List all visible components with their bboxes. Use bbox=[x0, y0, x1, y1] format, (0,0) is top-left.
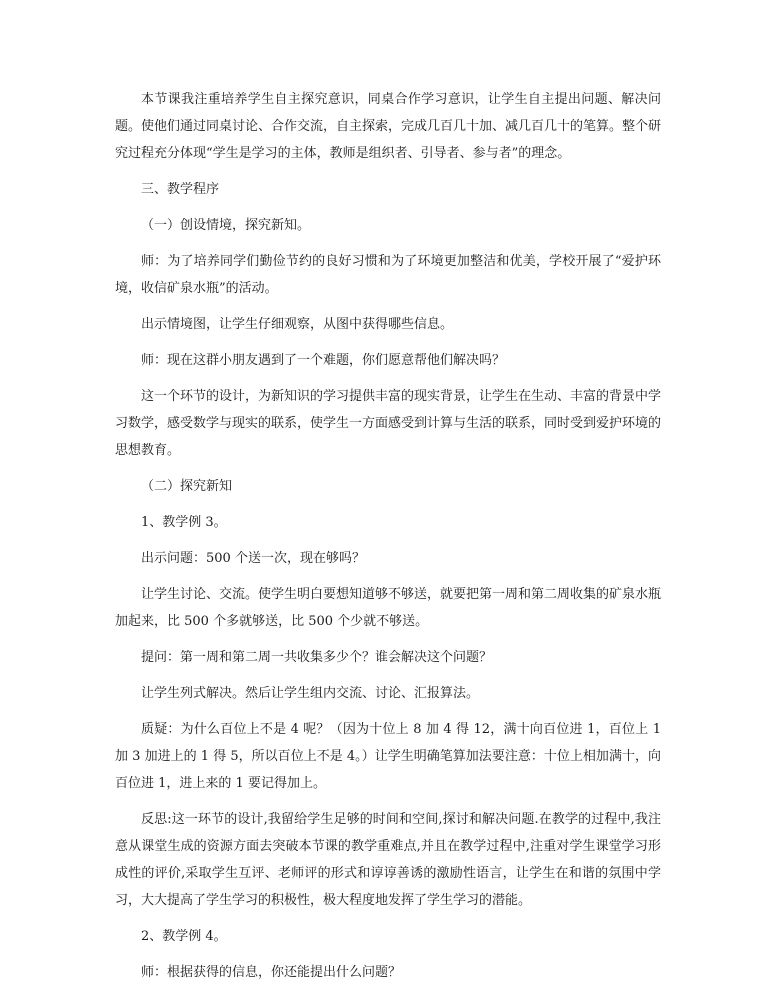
paragraph-teacher-intro: 师：为了培养同学们勤俭节约的良好习惯和为了环境更加整洁和优美，学校开展了“爱护环境，收信矿泉水瓶”的活动。 bbox=[115, 254, 661, 296]
paragraph-solve: 让学生列式解决。然后让学生组内交流、讨论、汇报算法。 bbox=[141, 686, 480, 701]
paragraph-intro: 本节课我注重培养学生自主探究意识，同桌合作学习意识，让学生自主提出问题、解决问题。使他们通过同桌讨论、合作交流，自主探索，完成几百几十加、减几百几十的笔算。整个研究过程充分体现“学生是学习的主体，教师是组织者、引导者、参与者”的理念。 bbox=[115, 92, 662, 161]
paragraph-show-problem: 出示问题：500 个送一次，现在够吗？ bbox=[141, 551, 365, 566]
item-heading-example-3: 1、教学例 3。 bbox=[141, 515, 227, 530]
paragraph-teacher-question: 师：现在这群小朋友遇到了一个难题，你们愿意帮他们解决吗？ bbox=[141, 353, 506, 368]
subsection-heading-create-situation: （一）创设情境，探究新知。 bbox=[141, 218, 311, 233]
paragraph-question-total: 提问：第一周和第二周一共收集多少个？谁会解决这个问题？ bbox=[141, 650, 493, 665]
paragraph-discussion: 让学生讨论、交流。使学生明白要想知道够不够送，就要把第一周和第二周收集的矿泉水瓶加起来，比 500 个多就够送，比 500 个少就不够送。 bbox=[115, 587, 662, 629]
subsection-heading-explore: （二）探究新知 bbox=[141, 479, 233, 494]
paragraph-show-scene: 出示情境图，让学生仔细观察，从图中获得哪些信息。 bbox=[141, 317, 454, 332]
document-body bbox=[115, 86, 661, 995]
paragraph-design-note: 这一个环节的设计，为新知识的学习提供丰富的现实背景，让学生在生动、丰富的背景中学习数学，感受数学与现实的联系，使学生一方面感受到计算与生活的联系，同时受到爱护环境的思想教育。 bbox=[115, 389, 662, 458]
paragraph-query: 质疑：为什么百位上不是 4 呢？（因为十位上 8 加 4 得 12，满十向百位进 1，百位上 1 加 3 加进上的 1 得 5，所以百位上不是 4。）让学生明确笔算加法要注意：十位上相加满十，向百位进 1，进上来的 1 要记得加上。 bbox=[115, 722, 661, 791]
section-heading-teaching-procedure: 三、教学程序 bbox=[141, 182, 220, 197]
paragraph-reflection: 反思:这一环节的设计,我留给学生足够的时间和空间,探讨和解决问题.在教学的过程中,我注意从课堂生成的资源方面去突破本节课的教学重难点,并且在教学过程中,注重对学生课堂学习形成性的评价,采取学生互评、老师评的形式和谆谆善诱的激励性语言，让学生在和谐的氛围中学习，大大提高了学生学习的积极性，极大程度地发挥了学生学习的潜能。 bbox=[115, 812, 661, 908]
item-heading-example-4: 2、教学例 4。 bbox=[141, 929, 227, 944]
paragraph-teacher-followup: 师：根据获得的信息，你还能提出什么问题？ bbox=[141, 965, 402, 980]
